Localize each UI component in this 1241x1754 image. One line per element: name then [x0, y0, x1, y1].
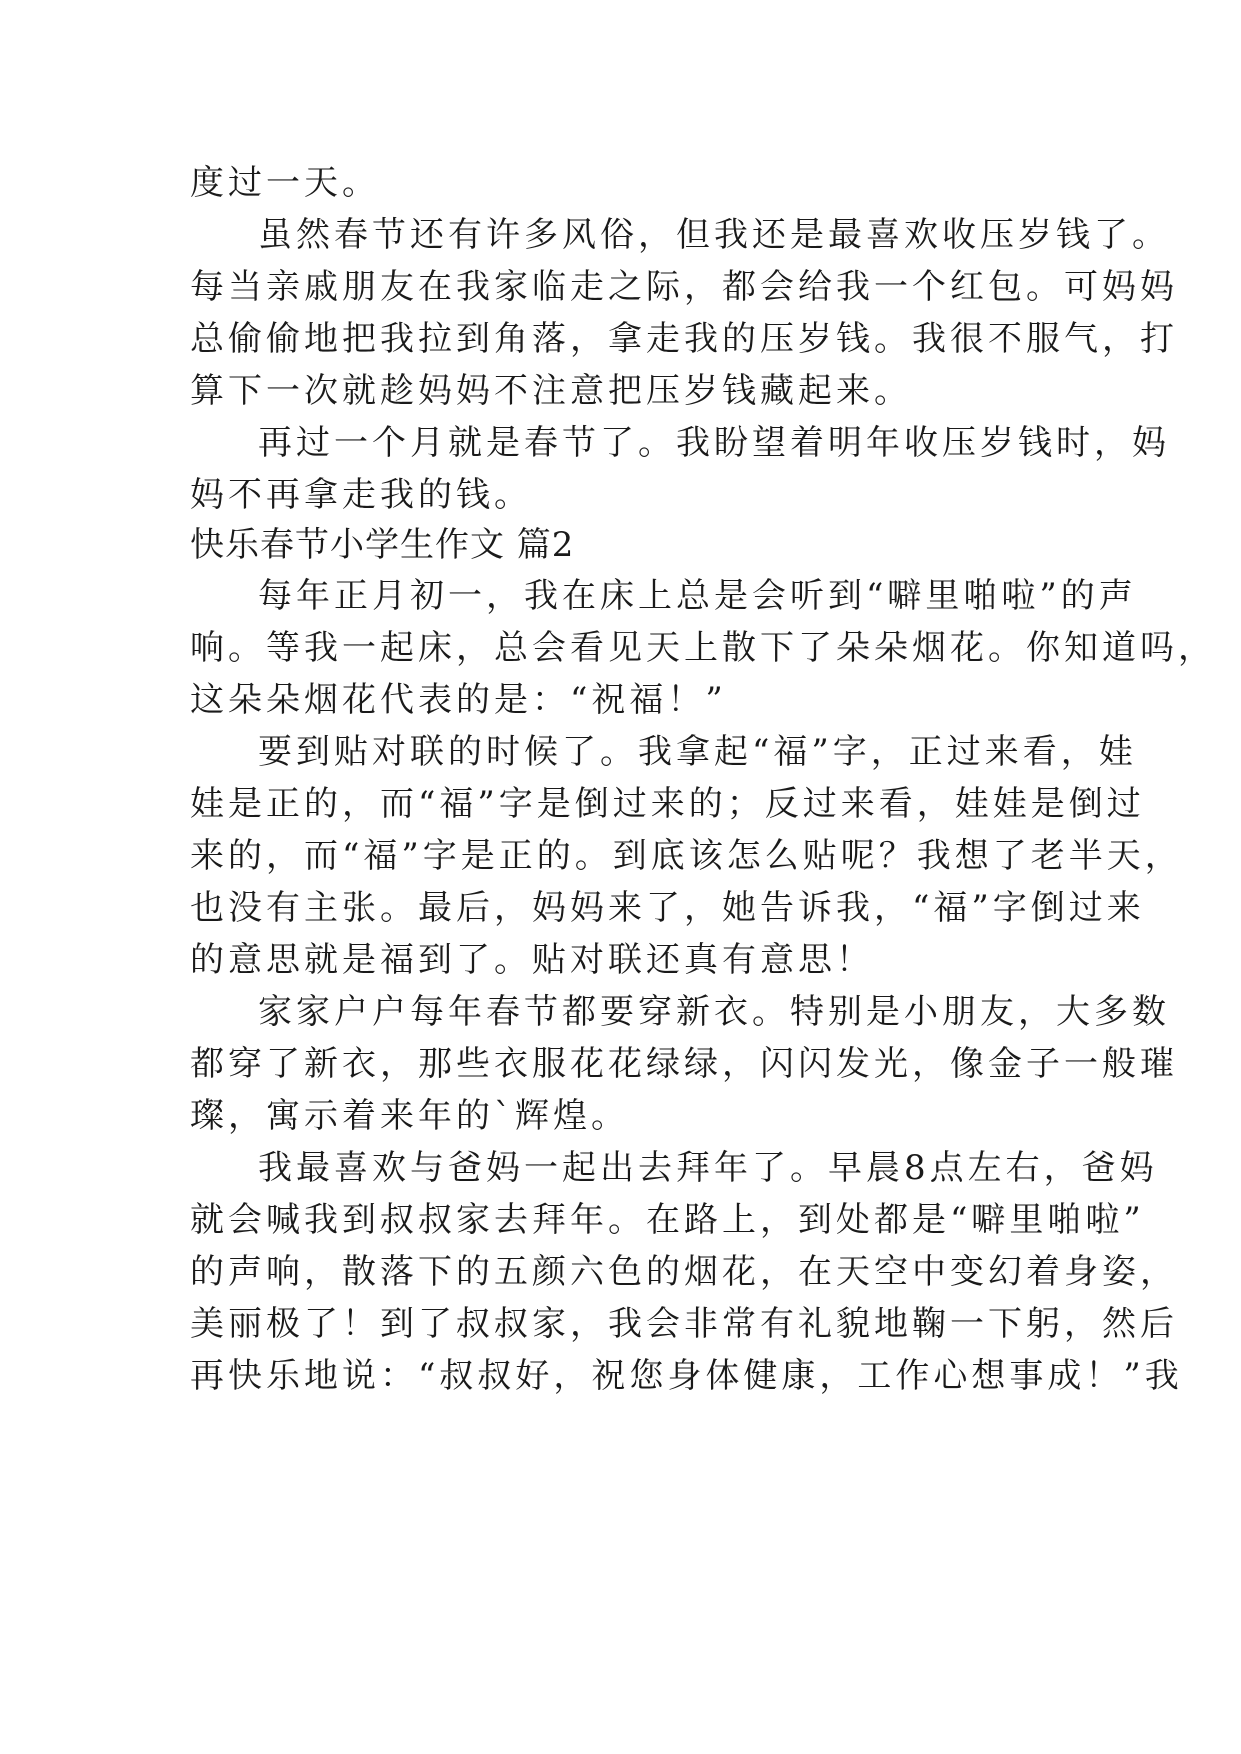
paragraph-line: 璨，寓示着来年的`辉煌。: [190, 1096, 629, 1136]
paragraph-line: 这朵朵烟花代表的是：“祝福！”: [190, 680, 727, 720]
paragraph-line: 妈不再拿走我的钱。: [190, 475, 532, 515]
paragraph-line: 家家户户每年春节都要穿新衣。特别是小朋友，大多数: [258, 992, 1170, 1032]
paragraph-line: 来的，而“福”字是正的。到底该怎么贴呢？我想了老半天，: [190, 836, 1183, 876]
paragraph-line: 响。等我一起床，总会看见天上散下了朵朵烟花。你知道吗，: [190, 628, 1216, 668]
paragraph-line: 美丽极了！到了叔叔家，我会非常有礼貌地鞠一下躬，然后: [190, 1304, 1178, 1344]
paragraph-line: 就会喊我到叔叔家去拜年。在路上，到处都是“噼里啪啦”: [190, 1200, 1145, 1240]
paragraph-line: 的意思就是福到了。贴对联还真有意思！: [190, 940, 874, 980]
paragraph-line: 度过一天。: [190, 163, 380, 203]
paragraph-line: 每当亲戚朋友在我家临走之际，都会给我一个红包。可妈妈: [190, 267, 1178, 307]
paragraph-line: 也没有主张。最后，妈妈来了，她告诉我，“福”字倒过来: [190, 888, 1145, 928]
paragraph-line: 每年正月初一，我在床上总是会听到“噼里啪啦”的声: [258, 576, 1137, 616]
section-heading: 快乐春节小学生作文 篇2: [190, 525, 575, 565]
paragraph-line: 再过一个月就是春节了。我盼望着明年收压岁钱时，妈: [258, 423, 1170, 463]
paragraph-line: 都穿了新衣，那些衣服花花绿绿，闪闪发光，像金子一般璀: [190, 1044, 1178, 1084]
paragraph-line: 虽然春节还有许多风俗，但我还是最喜欢收压岁钱了。: [258, 215, 1170, 255]
paragraph-line: 再快乐地说：“叔叔好，祝您身体健康，工作心想事成！”我: [190, 1356, 1183, 1396]
paragraph-line: 总偷偷地把我拉到角落，拿走我的压岁钱。我很不服气，打: [190, 319, 1178, 359]
paragraph-line: 我最喜欢与爸妈一起出去拜年了。早晨8点左右，爸妈: [258, 1148, 1158, 1188]
paragraph-line: 娃是正的，而“福”字是倒过来的；反过来看，娃娃是倒过: [190, 784, 1145, 824]
paragraph-line: 算下一次就趁妈妈不注意把压岁钱藏起来。: [190, 371, 912, 411]
paragraph-line: 的声响，散落下的五颜六色的烟花，在天空中变幻着身姿，: [190, 1252, 1178, 1292]
paragraph-line: 要到贴对联的时候了。我拿起“福”字，正过来看，娃: [258, 732, 1137, 772]
